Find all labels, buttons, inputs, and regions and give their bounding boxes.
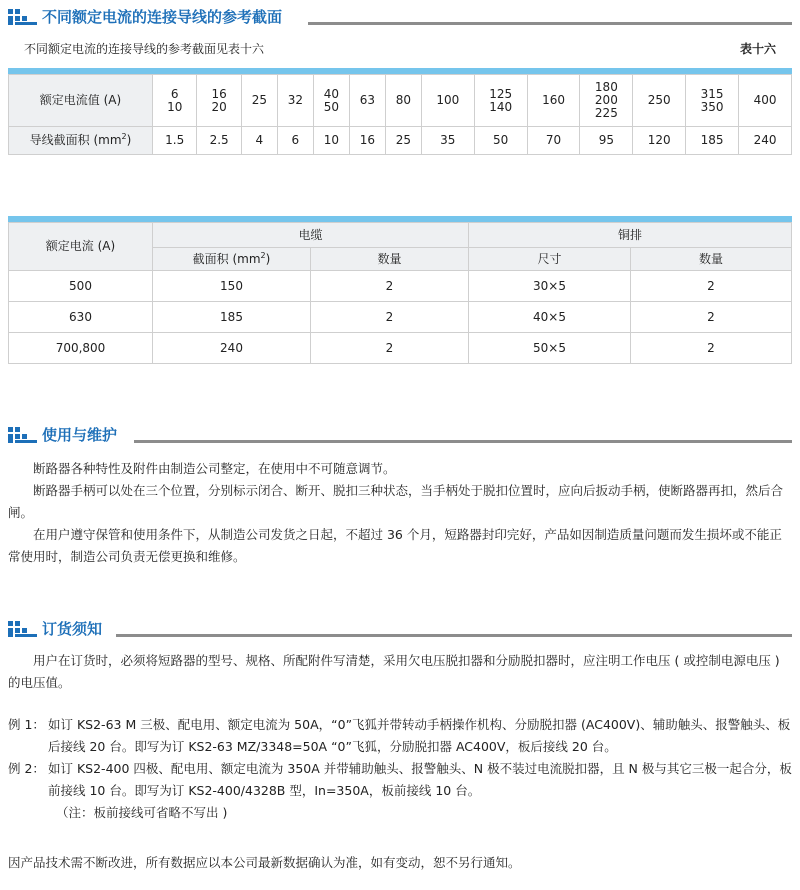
table1-number: 表十六 [739, 42, 776, 56]
table1-area-cell: 120 [633, 127, 686, 155]
table2-cell-size: 40×5 [469, 302, 631, 333]
table2-cell-current: 500 [9, 271, 153, 302]
table1-caption-row [24, 40, 776, 57]
table1-current-cell: 250 [633, 75, 686, 127]
section-header-ordering [8, 618, 792, 640]
section-title: 使用与维护 [42, 426, 118, 444]
table1-current-cell: 315 350 [686, 75, 739, 127]
section-divider [308, 22, 792, 25]
table1-area-cell: 70 [527, 127, 580, 155]
ordering-examples [8, 714, 792, 824]
section-divider [116, 634, 792, 637]
section-divider [134, 440, 792, 443]
section-bullet-icon [8, 9, 38, 25]
table2-cell-current: 700,800 [9, 333, 153, 364]
example-1 [8, 714, 792, 758]
table1-row2-label: 导线截面积 $(mm^2)$ [9, 127, 153, 155]
table2-cell-count1: 2 [311, 271, 469, 302]
table2-cell-size: 30×5 [469, 271, 631, 302]
example-note: （注：板前接线可省略不写出 ) [56, 805, 228, 820]
maintenance-text [8, 458, 784, 568]
table2-header-row1 [9, 223, 792, 248]
table1-current-cell: 40 50 [313, 75, 349, 127]
table1-area-cell: 2.5 [197, 127, 241, 155]
table2-cell-area: 240 [153, 333, 311, 364]
table-row [9, 271, 792, 302]
table1-current-cell: 32 [277, 75, 313, 127]
table2-busbar [8, 222, 792, 364]
section-title: 订货须知 [42, 620, 103, 638]
table2-header-current: 额定电流 (A) [9, 223, 153, 271]
table2-cell-area: 150 [153, 271, 311, 302]
table1-current-cell: 25 [241, 75, 277, 127]
table1-area-cell: 10 [313, 127, 349, 155]
table1-current-cell: 400 [739, 75, 792, 127]
paragraph: 断路器各种特性及附件由制造公司整定，在使用中不可随意调节。 [33, 461, 396, 476]
paragraph: 用户在订货时，必须将短路器的型号、规格、所配附件写清楚，采用欠电压脱扣器和分励脱扣器时，应注明工作电压 ( 或控制电源电压 ) 的电压值。 [8, 653, 780, 690]
table2-cell-count2: 2 [631, 333, 792, 364]
table2-cell-count2: 2 [631, 302, 792, 333]
table1-current-cell: 180 200 225 [580, 75, 633, 127]
section-bullet-icon [8, 621, 38, 637]
table2-header-size: 尺寸 [469, 248, 631, 271]
table1-current-area [8, 74, 792, 155]
table1-current-cell: 80 [385, 75, 421, 127]
table1-area-cell: 6 [277, 127, 313, 155]
section-header-reference [8, 6, 792, 28]
example-label: 例 2： [8, 761, 45, 776]
table1-current-row [9, 75, 792, 127]
table1-current-cell: 100 [421, 75, 474, 127]
section-header-maintenance [8, 424, 792, 446]
table2-cell-current: 630 [9, 302, 153, 333]
table1-area-cell: 185 [686, 127, 739, 155]
table1-area-cell: 16 [349, 127, 385, 155]
table2-header-cable: 电缆 [153, 223, 469, 248]
table-row [9, 302, 792, 333]
table1-area-cell: 4 [241, 127, 277, 155]
table1-current-cell: 63 [349, 75, 385, 127]
table1-current-cell: 160 [527, 75, 580, 127]
table2-header-area: 截面积 $(mm^2)$ [153, 248, 311, 271]
table1-current-cell: 6 10 [153, 75, 197, 127]
table2-cell-size: 50×5 [469, 333, 631, 364]
table2-cell-count1: 2 [311, 302, 469, 333]
table1-current-cell: 125 140 [474, 75, 527, 127]
example-text: 如订 KS2-400 四极、配电用、额定电流为 350A 并带辅助触头、报警触头、N 极不装过电流脱扣器，且 N 极与其它三极一起合分，板前接线 10 台。即写为订 KS2-400/4328B 型，In=350A，板前接线 10 台。 [48, 761, 792, 798]
table1-current-cell: 16 20 [197, 75, 241, 127]
table1-area-cell: 240 [739, 127, 792, 155]
table2-header-count2: 数量 [631, 248, 792, 271]
table1-caption: 不同额定电流的连接导线的参考截面见表十六 [24, 42, 265, 56]
table1-area-cell: 1.5 [153, 127, 197, 155]
example-label: 例 1： [8, 717, 45, 732]
paragraph: 在用户遵守保管和使用条件下，从制造公司发货之日起，不超过 36 个月，短路器封印完好，产品如因制造质量问题而发生损坏或不能正常使用时，制造公司负责无偿更换和维修。 [8, 527, 782, 564]
table1-area-cell: 25 [385, 127, 421, 155]
section-bullet-icon [8, 427, 38, 443]
table1-area-cell: 50 [474, 127, 527, 155]
ordering-intro [8, 650, 784, 694]
table2-header-count1: 数量 [311, 248, 469, 271]
table2-cell-count1: 2 [311, 333, 469, 364]
table2-cell-count2: 2 [631, 271, 792, 302]
table1-row1-label: 额定电流值 (A) [9, 75, 153, 127]
table1-area-cell: 95 [580, 127, 633, 155]
table2-cell-area: 185 [153, 302, 311, 333]
example-text: 如订 KS2-63 M 三极、配电用、额定电流为 50A，“0”飞狐并带转动手柄操作机构、分励脱扣器 (AC400V)、辅助触头、报警触头、板后接线 20 台。即写为订 KS2-63 MZ/3348=50A “0”飞狐，分励脱扣器 AC400V，板后接线 20 台。 [48, 717, 791, 754]
section-title: 不同额定电流的连接导线的参考截面 [42, 8, 283, 26]
footer-notice: 因产品技术需不断改进，所有数据应以本公司最新数据确认为准，如有变动，恕不另行通知。 [8, 855, 521, 870]
paragraph: 断路器手柄可以处在三个位置，分别标示闭合、断开、脱扣三种状态，当手柄处于脱扣位置时，应向后扳动手柄，使断路器再扣，然后合闸。 [8, 483, 784, 520]
table-row [9, 333, 792, 364]
table2-header-copper: 铜排 [469, 223, 792, 248]
example-2 [8, 758, 792, 802]
table1-area-row [9, 127, 792, 155]
table1-area-cell: 35 [421, 127, 474, 155]
